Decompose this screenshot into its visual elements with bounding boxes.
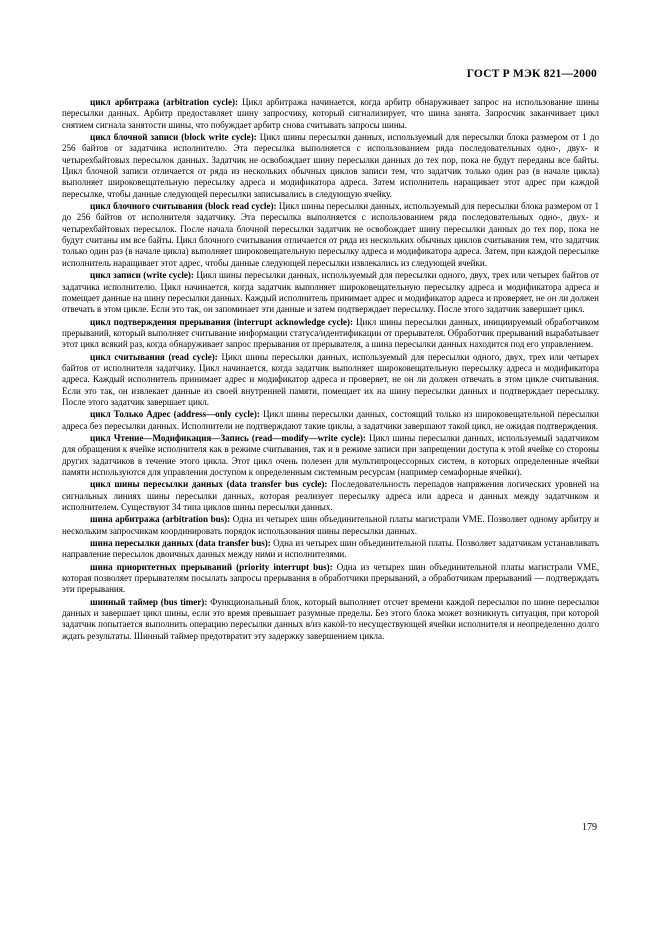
definition-text: Цикл шины пересылки данных, используемый для пересылки блока размером от 1 до 256 байтов от исполнителя задатчику. Эта пересылка выполняется с использованием ряда последовательных одно-, двух- и четырехбайтовых пересылок. После начала блочной пересылки задатчик не освобождает шину пересылки данных до тех пор, пока не будут считаны им все байты. Цикл блочного считывания отличается от ряда из нескольких обычных циклов считывания тем, что задатчик только один раз (в начале цикла) выполняет широковещательную пересылку адреса и модификатора адреса. Затем, при каждой пересылке исполнитель наращивает этот адрес, чтобы данные следующей пересылки извлекались из следующей ячейки. — [62, 201, 599, 268]
definition-text: Цикл арбитража начинается, когда арбитр обнаруживает запрос на использование шины пересылки данных. Арбитр предоставляет шину запросчику, который сигнализирует, что шина занята. Запросчик заканчивает цикл снятием сигнала занятости шины, что побуждает арбитр снова считывать запросы шины. — [62, 97, 600, 130]
definition-bus-timer — [62, 597, 599, 642]
term: цикл блочной записи (block write cycle): — [90, 132, 257, 143]
term: цикл арбитража (arbitration cycle): — [90, 97, 238, 107]
term: цикл записи (write cycle): — [90, 270, 194, 281]
definition-text: Последовательность перепадов напряжения логических уровней на сигнальных линиях шины пересылки данных, которая реализует пересылку адреса или адреса и данных между задатчиком и исполнителем. Существуют 34 типа циклов шины пересылки данных. — [62, 479, 600, 513]
page-number: 179 — [582, 822, 597, 833]
term: шина приоритетных прерываний (priority interrupt bus): — [90, 561, 333, 572]
definition-text: Цикл шины пересылки данных, используемый для пересылки одного, двух, трех или четырех байтов от исполнителя задатчику. Цикл начинается, когда задатчик выполняет широковещательную пересылку адреса и модификатора адреса. Каждый исполнитель принимает адрес и модификатор адреса и проверяет, не он ли должен отвечать в этом цикле считывания. Если это так, он извлекает данные из своей внутренней памяти, помещает их на шину пересылки данных и подтверждает пересылку. После этого задатчик завершает цикл. — [62, 351, 599, 407]
definition-text: Функциональный блок, который выполняет отсчет времени каждой пересылки по шине пересылки данных и завершает цикл шины, если это время превышает разумные пределы. Без этого блока может возникнуть ситуация, при которой задатчик попытается выполнить операцию пересылки данных в/из какой-то несуществующей ячейки исполнителя и неопределенно долго ждать результаты. Шинный таймер предотвратит эту задержку завершением цикла. — [62, 596, 599, 641]
definition-text: Цикл шины пересылки данных, используемый задатчиком для обращения к ячейке исполнителя как в режиме считывания, так и в режиме записи при запрещении доступа к этой ячейке со стороны других задатчиков в течение этого цикла. Этот цикл очень полезен для мультипроцессорных систем, в которых определенные ячейки памяти используются для управления доступом к определенным системным ресурсам (например семафорные ячейки). — [62, 432, 599, 477]
definition-text: Цикл шины пересылки данных, инициируемый обработчиком прерываний, который выполняет считывание информации статуса/идентификации от прерывателя. Обработчик прерываний вырабатывает этот цикл всякий раз, когда обнаруживает запрос прерывания от прерывателя, а шина пересылки данных находится под его управлением. — [62, 316, 599, 350]
term: шинный таймер (bus timer): — [90, 596, 208, 607]
definition-data-transfer-bus-cycle — [62, 479, 599, 513]
definition-write-cycle — [62, 270, 599, 315]
term: цикл Чтение—Модификация—Запись (read—modify—write cycle): — [90, 432, 366, 443]
term: шина арбитража (arbitration bus): — [90, 514, 231, 525]
term: цикл Только Адрес (address—only cycle): — [90, 409, 260, 420]
definition-arbitration-cycle — [62, 97, 599, 131]
definition-block-write-cycle — [62, 132, 599, 200]
definition-text: Цикл шины пересылки данных, состоящий только из широковещательной пересылки адреса без пересылки данных. Исполнители не подтверждают такие циклы, а задатчики завершают такой цикл, не ожидая подтверждения. — [62, 409, 600, 431]
term: цикл подтверждения прерывания (interrupt acknowledge cycle): — [90, 316, 354, 327]
definition-text: Цикл шины пересылки данных, используемый для пересылки блока размером от 1 до 256 байтов от задатчика исполнителю. Эта пересылка выполняется с использованием ряда последовательных одно-, двух- и четырехбайтовых пересылок данных. Задатчик не освобождает шину пересылки данных до тех пор, пока не будут переданы все байты. Цикл блочной записи отличается от ряда из нескольких обычных циклов записи тем, что задатчик только один раз (в начале цикла) выполняет широковещательную пересылку адреса и модификатора адреса. Затем исполнитель наращивает этот адрес при каждой пересылке, чтобы данные следующей пересылки записывались в следующую ячейку. — [62, 132, 599, 199]
definition-read-modify-write-cycle — [62, 433, 599, 478]
definition-read-cycle — [62, 352, 599, 409]
definition-block-read-cycle — [62, 201, 599, 269]
definition-address-only-cycle — [62, 409, 599, 432]
definition-arbitration-bus — [62, 514, 599, 537]
term: цикл шины пересылки данных (data transfer bus cycle): — [90, 479, 328, 490]
term: шина пересылки данных (data transfer bus): — [90, 538, 271, 549]
document-header: ГОСТ Р МЭК 821—2000 — [466, 68, 597, 80]
document-body — [62, 97, 599, 643]
definition-priority-interrupt-bus — [62, 562, 599, 596]
definition-text: Цикл шины пересылки данных, используемый для пересылки одного, двух, трех или четырех байтов от задатчика исполнителю. Цикл начинается, когда задатчик выполняет широковещательную пересылку адреса и модификатора адреса и помещает данные на шину пересылки данных. Каждый исполнитель принимает адрес и модификатор адреса и проверяет, не он ли должен отвечать в этом цикле. Если это так, он запоминает эти данные и затем подтверждает пересылку. После этого задатчик завершает цикл. — [62, 270, 600, 315]
term: цикл считывания (read cycle): — [90, 351, 218, 362]
definition-text: Одна из четырех шин объединительной платы. Позволяет задатчикам устанавливать направление пересылок двоичных данных между ними и исполнителями. — [62, 538, 599, 560]
definition-data-transfer-bus — [62, 538, 599, 561]
definition-interrupt-acknowledge-cycle — [62, 317, 599, 351]
definition-text: Одна из четырех шин объединительной платы магистрали VME, которая позволяет прерывателям посылать запросы прерывания в обработчики прерываний, а обработчикам прерываний — подтверждать эти прерывания. — [62, 561, 599, 595]
term: цикл блочного считывания (block read cycle): — [90, 201, 277, 212]
definition-text: Одна из четырех шин объединительной платы магистрали VME. Позволяет одному арбитру и нескольким запросчикам координировать порядок использования шины пересылки данных. — [62, 514, 599, 536]
